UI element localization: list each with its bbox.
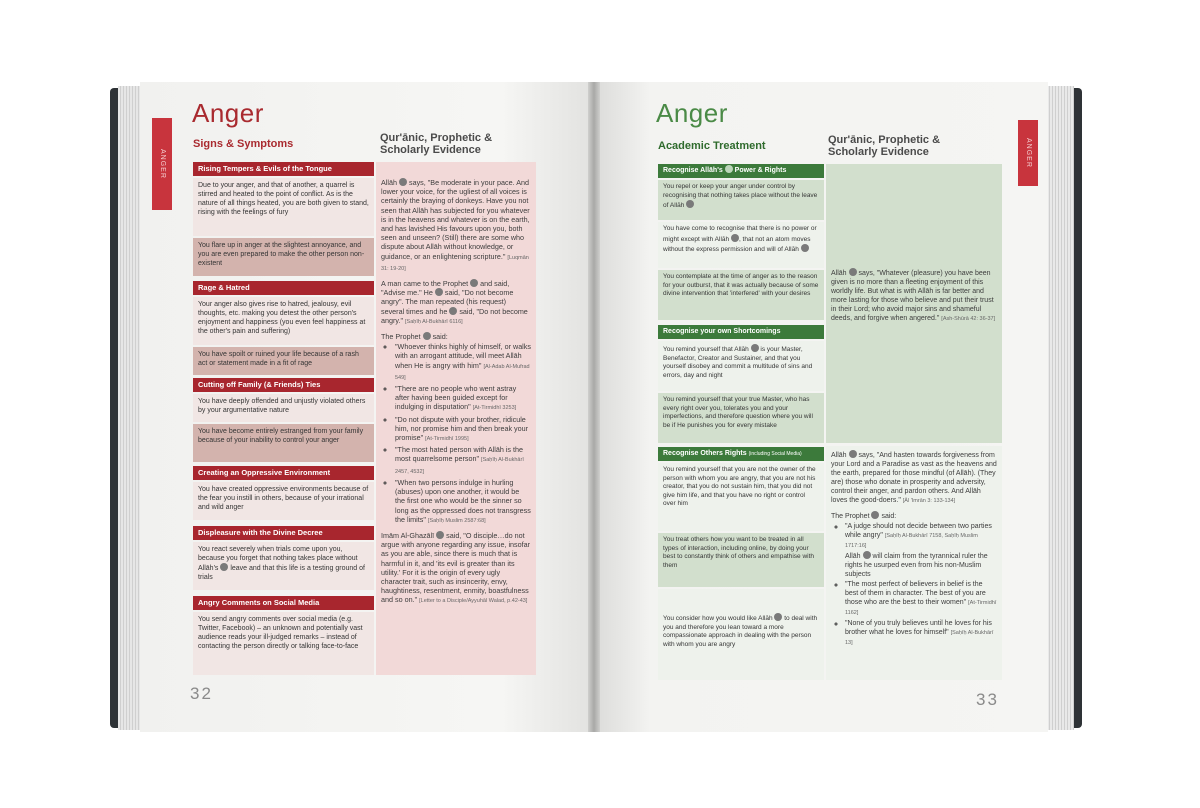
right-side-tab: ANGER (1018, 120, 1038, 186)
treatment-box: You remind yourself that your true Master, who has every right over you, tolerates you and your imperfections, and therefore question where you will be if He punishes you for every mistake (658, 393, 824, 443)
hadith-item: ◦ "The most hated person with Allāh is the most quarrelsome person" [Saḥīḥ Al-Bukhārī 2457, 4532] (395, 445, 531, 477)
left-page-title: Anger (192, 98, 264, 128)
reference: [Letter to a Disciple/Ayyuhāl Walad, p.42-43] (419, 598, 528, 605)
right-page-title: Anger (656, 98, 728, 128)
reference: [Saḥīḥ Al-Bukhārī 6116] (405, 318, 463, 325)
symptom-box: You have spoilt or ruined your life because of a rash act or statement made in a fit of rage (193, 347, 374, 375)
evidence-paragraph: Allāh says, "And hasten towards forgiveness from your Lord and a Paradise as vast as the heavens and the earth, prepared for those mindful (of Allāh). (They are) those who donate in prosperity and adversity, control their anger, and pardon others. And Allāh loves the good-doers." [Āl 'Imrān 3: 133-134] (831, 452, 997, 504)
row-heading: Displeasure with the Divine Decree (193, 526, 374, 540)
honorific-seal-icon (774, 613, 782, 621)
row-heading: Recognise Allāh's Power & Rights (658, 164, 824, 178)
symptom-box: You flare up in anger at the slightest annoyance, and you are even prepared to make the other person non-existent (193, 238, 374, 276)
treatment-box: You remind yourself that Allāh is your Master, Benefactor, Creator and Sustainer, and that you yourself disobey and commit a multitude of sins and errors, day and night (658, 341, 824, 391)
book-gutter (588, 82, 600, 732)
row-heading: Cutting off Family (& Friends) Ties (193, 378, 374, 392)
treatment-box: You treat others how you want to be treated in all types of interaction, including online, by doing your best to constantly think of others and empathise with them (658, 533, 824, 587)
honorific-seal-icon (725, 165, 733, 173)
honorific-seal-icon (399, 178, 407, 186)
honorific-seal-icon (470, 279, 478, 287)
symptom-text: leave and that this life is a testing ground of trials (198, 565, 365, 581)
honorific-seal-icon (871, 511, 879, 519)
right-evidence-text-top (831, 268, 997, 329)
honorific-seal-icon (435, 288, 443, 296)
row-heading: Angry Comments on Social Media (193, 596, 374, 610)
honorific-seal-icon (849, 450, 857, 458)
reference: [Ash-Shūrā 42: 36-37] (941, 316, 996, 322)
left-evidence-heading: Qur'ānic, Prophetic & Scholarly Evidence (380, 132, 493, 156)
treatment-box: You contemplate at the time of anger as to the reason for your outburst, that it was actually because of some divine intervention that 'interfered' with your desires (658, 270, 824, 320)
left-evidence-text (381, 178, 531, 612)
treatment-box: You have come to recognise that there is no power or might except with Allāh , that not an atom moves without the express permission and will of Allāh (658, 222, 824, 268)
right-section-heading: Academic Treatment (658, 140, 766, 152)
treatment-box: You repel or keep your anger under control by recognising that nothing takes place without the leave of Allāh (658, 180, 824, 220)
honorific-seal-icon (686, 200, 694, 208)
evidence-paragraph: A man came to the Prophet and said, "Advise me." He said, "Do not become angry". The man repeated (his request) several times and he said, "Do not become angry." [Saḥīḥ Al-Bukhārī 6116] (381, 279, 528, 325)
hadith-item: ◦ "The most perfect of believers in belief is the best of them in character. The best of you are those who are the best to their women" [At-Tirmidhī 1162] (845, 580, 997, 618)
evidence-paragraph: Imām Al-Ghazālī said, "O disciple…do not argue with anyone regarding any issue, insofar as you are able, since there is much that is harmful in it, and 'its evil is greater than its utility.' For it is the origin of every ugly character trait, such as insincerity, envy, haughtiness, resentment, enmity, boastfulness and so on." [Letter to a Disciple/Ayyuhāl Walad, p.42-43] (381, 530, 531, 605)
row-heading: Rising Tempers & Evils of the Tongue (193, 162, 374, 176)
honorific-seal-icon (801, 244, 809, 252)
honorific-seal-icon (849, 268, 857, 276)
page-edges-right (1046, 86, 1074, 730)
evidence-paragraph: The Prophet said: (381, 332, 448, 342)
right-evidence-heading: Qur'ānic, Prophetic & Scholarly Evidence (828, 134, 941, 158)
honorific-seal-icon (423, 332, 431, 340)
honorific-seal-icon (449, 307, 457, 315)
row-heading: Rage & Hatred (193, 281, 374, 295)
row-heading: Creating an Oppressive Environment (193, 466, 374, 480)
symptom-box: Due to your anger, and that of another, a quarrel is stirred and heated to the point of conflict. As is the nature of all things heated, you are both given to stand, rising with the feelings of fury (193, 178, 374, 236)
hadith-item: ◦ "None of you truly believes until he loves for his brother what he loves for himself" [Saḥīḥ Al-Bukhārī 13] (845, 619, 997, 648)
left-section-heading: Signs & Symptoms (193, 138, 294, 150)
treatment-box: You remind yourself that you are not the owner of the person with whom you are angry, that you are not his creator, that you do not sustain him, that you did not give him life, and that you have no right or control over him (658, 463, 824, 531)
hadith-item: ◦ "There are no people who went astray after having been guided except for indulging in disputation" [At-Tirmidhī 3253] (395, 384, 531, 414)
hadith-item: ◦ "When two persons indulge in hurling (abuses) upon one another, it would be the first one who would be the sinner so long as the oppressed does not transgress the limits" [Saḥīḥ Muslim 2587:68] (395, 478, 531, 526)
honorific-seal-icon (751, 344, 759, 352)
reference: [Luqmān 31: 19-20] (381, 254, 529, 272)
hadith-item: ◦ "Whoever thinks highly of himself, or walks with an arrogant attitude, will meet Allāh when He is angry with him" [Al-Adab Al-Mufrad 549] (395, 342, 531, 383)
honorific-seal-icon (436, 531, 444, 539)
evidence-paragraph: Allāh says, "Whatever (pleasure) you have been given is no more than a fleeting enjoyment of this worldly life. But what is with Allāh is far better and more lasting for those who believe and put their trust in their Lord; who avoid major sins and shameful deeds, and forgive when angered." [Ash-Shūrā 42: 36-37] (831, 270, 996, 322)
symptom-box: You have created oppressive environments because of the fear you instill in others, because of your irrational and wild anger (193, 482, 374, 520)
evidence-paragraph: The Prophet said: (831, 513, 897, 520)
reference: [Āl 'Imrān 3: 133-134] (902, 498, 956, 504)
honorific-seal-icon (731, 234, 739, 242)
symptom-box: You have become entirely estranged from your family because of your inability to control your anger (193, 424, 374, 462)
left-page-number: 32 (190, 684, 213, 703)
hadith-list (395, 342, 531, 526)
row-heading: Recognise your own Shortcomings (658, 325, 824, 339)
symptom-box: You have deeply offended and unjustly violated others by your argumentative nature (193, 394, 374, 422)
right-evidence-text-bottom (831, 450, 997, 653)
evidence-paragraph: Allāh says, "Be moderate in your pace. And lower your voice, for the ugliest of all voices is certainly the braying of donkeys. Have you not seen that Allāh has subjected for you whatever is in the heavens and whatever is on the earth, and has lavished His favours upon you, both seen and unseen? (Still) there are some who dispute about Allāh without knowledge, or guidance, or an enlightening scripture." [Luqmān 31: 19-20] (381, 178, 530, 272)
symptom-box: You send angry comments over social media (e.g. Twitter, Facebook) – an unknown and potentially vast audience reads your ill-judged remarks – instead of contacting the person directly or talking face-to-face (193, 612, 374, 675)
symptom-text: You react severely when trials come upon you, because you forget that nothing takes place without Allāh's (198, 546, 358, 572)
symptom-box (193, 542, 374, 590)
hadith-list (845, 522, 997, 648)
left-side-tab: ANGER (152, 118, 172, 210)
treatment-box: You consider how you would like Allāh to deal with you and therefore you lean toward a more compassionate approach in dealing with the person with whom you are angry (658, 589, 824, 680)
hadith-item: ◦ "Do not dispute with your brother, ridicule him, nor promise him and then break your promise" [At-Tirmidhī 1995] (395, 415, 531, 445)
hadith-item: ◦ "A judge should not decide between two parties while angry" [Saḥīḥ Al-Bukhārī 7158, Saḥīḥ Muslim 1717:16] Allāh will claim from the tyrannical ruler the rights he usurped even from his non-Muslim subjects (845, 522, 997, 579)
symptom-box: Your anger also gives rise to hatred, jealousy, evil thoughts, etc. making you detest the other person's enjoyment and happiness (you even feel happiness at the other's pain and suffering) (193, 297, 374, 345)
honorific-seal-icon (220, 563, 228, 571)
row-heading: Recognise Others Rights (including Social Media) (658, 447, 824, 461)
honorific-seal-icon (863, 551, 871, 559)
right-page-number: 33 (976, 690, 999, 709)
